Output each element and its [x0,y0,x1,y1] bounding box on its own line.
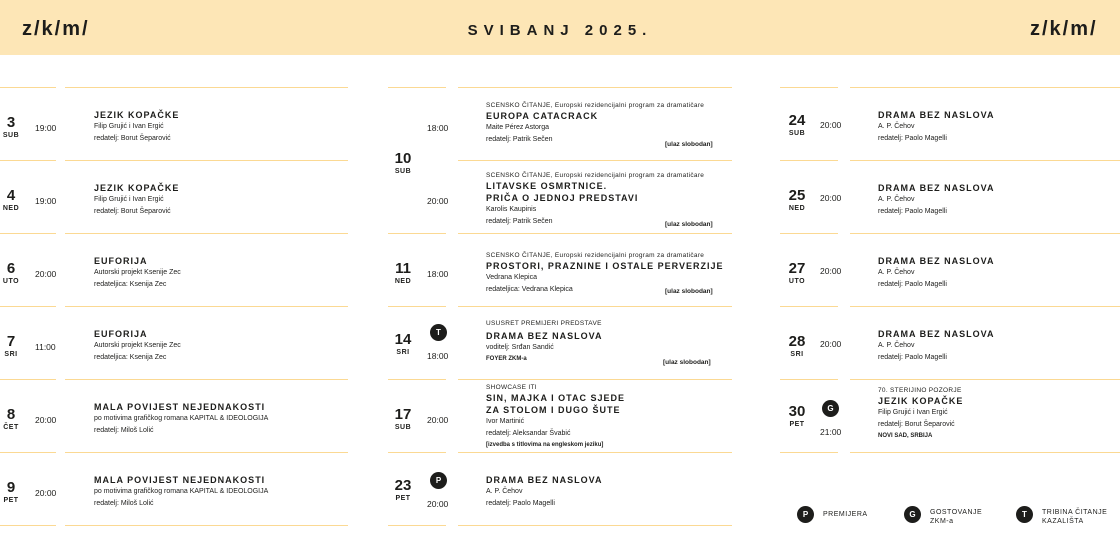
day-number: 10 [394,150,412,167]
event-info [878,255,995,291]
event-author: Karolis Kaupinis [486,206,537,213]
day-name: UTO [2,278,20,285]
day-name: SRI [4,351,18,358]
event-title: JEZIK KOPAČKE [878,396,964,406]
event-director: redatelj: Paolo Magelli [878,135,947,142]
event-info [94,328,181,364]
divider [388,452,446,453]
event-title: DRAMA BEZ NASLOVA [878,183,995,193]
event-date [0,188,22,213]
day-name: PET [3,497,19,504]
event-date [0,407,22,432]
event-date [388,407,418,432]
zkm-logo-left: z/k/m/ [22,18,90,40]
event-time: 20:00 [35,415,57,425]
premiere-badge-icon: P [430,472,447,489]
event-time: 19:00 [35,123,57,133]
event-date [0,480,22,505]
day-name: SUB [788,130,806,137]
divider [850,160,1120,161]
bottom-divider [388,525,732,527]
event-may-11 [388,233,732,306]
divider [65,379,348,380]
divider [0,379,56,380]
divider [780,306,838,307]
event-time: 20:00 [820,339,842,349]
event-author: po motivima grafičkog romana KAPITAL & IDEOLOGIJA [94,415,269,422]
day-number: 24 [788,112,806,129]
divider [850,306,1120,307]
bottom-divider [0,525,348,527]
event-venue: FOYER ZKM-a [486,356,527,362]
event-may-7 [0,306,348,379]
day-number: 17 [394,406,412,423]
category-rest: Europski rezidencijalni program za dramatičare [552,172,705,179]
event-may-17 [388,379,732,452]
event-director: redatelj: Patrik Sečen [486,218,553,225]
legend-label [823,510,868,519]
day-number: 6 [6,260,16,277]
free-entry-note: [ulaz slobodan] [665,221,713,228]
divider [458,306,732,307]
day-name: NED [2,205,20,212]
event-title: JEZIK KOPAČKE [94,183,180,193]
event-author: Vedrana Klepica [486,274,537,281]
event-location: NOVI SAD, SRBIJA [878,433,933,439]
legend-label-line: ZKM-a [930,518,954,525]
day-number: 3 [6,114,16,131]
event-time: 21:00 [820,427,842,437]
event-title: JEZIK KOPAČKE [94,110,180,120]
legend-label-line: KAZALIŠTA [1042,518,1084,525]
event-date [782,404,812,429]
event-time: 20:00 [35,488,57,498]
free-entry-note: [ulaz slobodan] [665,288,713,295]
event-date [782,188,812,213]
event-date [0,261,22,286]
legend-label [1042,508,1107,526]
legend-label-line: GOSTOVANJE [930,509,983,516]
event-host: voditelj: Srđan Sandić [486,344,554,351]
divider [65,160,348,161]
divider [458,525,732,526]
event-may-14 [388,306,732,379]
event-time: 20:00 [427,415,449,425]
event-may-27 [780,233,1120,306]
day-number: 27 [788,260,806,277]
event-title: PROSTORI, PRAZNINE I OSTALE PERVERZIJE [486,261,724,271]
day-number: 14 [394,331,412,348]
event-director: redatelj: Aleksandar Švabić [486,430,571,437]
divider [780,87,838,88]
divider [388,306,446,307]
event-info [486,383,625,450]
event-category [486,251,724,260]
event-may-4 [0,160,348,233]
event-director: redatelj: Miloš Lolić [94,500,154,507]
event-info [486,101,704,146]
legend-label [930,508,982,526]
subtitle-note: [izvedba s titlovima na engleskom jeziku] [486,442,604,448]
divider [388,379,446,380]
free-entry-note: [ulaz slobodan] [663,359,711,366]
event-info [94,401,268,437]
day-name: NED [394,278,412,285]
event-may-6 [0,233,348,306]
divider [65,87,348,88]
divider [0,160,56,161]
day-number: 8 [6,406,16,423]
header-banner [0,0,1120,55]
divider [65,233,348,234]
event-info [94,255,181,291]
divider [388,87,446,88]
event-may-30 [780,379,1120,452]
event-may-10-a [388,87,732,160]
event-info [486,474,603,510]
event-title: SIN, MAJKA I OTAC SJEDE [486,393,626,403]
divider [850,452,1120,453]
event-director: redatelj: Borut Šeparović [878,421,955,428]
event-may-23 [388,452,732,525]
event-director: redateljica: Ksenija Zec [94,354,167,361]
event-author: A. P. Čehov [878,123,915,130]
divider [458,233,732,234]
legend-label-line: PREMIJERA [823,511,868,518]
event-info [94,474,268,510]
event-title: MALA POVIJEST NEJEDNAKOSTI [94,475,266,485]
event-time: 18:00 [427,351,449,361]
divider [388,233,446,234]
event-category: SHOWCASE ITI [486,384,537,391]
divider [0,525,56,526]
event-date [782,261,812,286]
day-number: 11 [395,260,411,277]
event-title: PRIČA O JEDNOJ PREDSTAVI [486,193,639,203]
day-number: 28 [788,333,806,350]
event-director: redatelj: Paolo Magelli [486,500,555,507]
day-number: 4 [6,187,16,204]
legend-label-line: TRIBINA ČITANJE [1042,509,1108,516]
divider [780,233,838,234]
event-date [388,478,418,503]
event-director: redateljica: Ksenija Zec [94,281,167,288]
day-number: 9 [6,479,16,496]
event-time: 20:00 [35,269,57,279]
event-category: USUSRET PREMIJERI PREDSTAVE [486,320,602,327]
divider [0,233,56,234]
event-may-9 [0,452,348,525]
guest-badge-icon: G [904,506,921,523]
event-time: 20:00 [820,120,842,130]
event-info [878,386,963,441]
event-author: Filip Grujić i Ivan Ergić [878,409,948,416]
event-title: EUFORIJA [94,256,148,266]
event-category [486,171,704,180]
event-info [878,182,995,218]
event-title: DRAMA BEZ NASLOVA [878,329,995,339]
event-info [878,328,995,364]
event-info [94,109,179,145]
day-name: PET [395,495,411,502]
event-may-8 [0,379,348,452]
event-date [388,332,418,357]
event-title: DRAMA BEZ NASLOVA [878,110,995,120]
divider [850,379,1120,380]
guest-badge-icon: G [822,400,839,417]
event-author: Filip Grujić i Ivan Ergić [94,123,164,130]
event-title: DRAMA BEZ NASLOVA [486,331,603,341]
day-name: SUB [394,168,412,175]
event-time: 19:00 [35,196,57,206]
day-name: NED [788,205,806,212]
divider [65,306,348,307]
event-title: DRAMA BEZ NASLOVA [878,256,995,266]
divider [458,379,732,380]
event-author: A. P. Čehov [486,488,523,495]
event-author: A. P. Čehov [878,196,915,203]
category-caps: SCENSKO ČITANJE, [486,172,553,179]
day-name: SUB [2,132,20,139]
divider [0,452,56,453]
divider [0,87,56,88]
event-may-25 [780,160,1120,233]
event-may-3 [0,87,348,160]
divider [850,87,1120,88]
day-number: 23 [394,477,412,494]
event-author: Ivor Martinić [486,418,525,425]
category-rest: Europski rezidencijalni program za dramatičare [552,102,705,109]
event-title: DRAMA BEZ NASLOVA [486,475,603,485]
divider [0,306,56,307]
category-caps: SCENSKO ČITANJE, [486,102,553,109]
event-title: EUROPA CATACRACK [486,111,599,121]
divider [458,160,732,161]
divider [780,160,838,161]
event-author: Autorski projekt Ksenije Zec [94,342,181,349]
divider [388,525,446,526]
event-time: 20:00 [820,266,842,276]
event-director: redatelj: Borut Šeparović [94,208,171,215]
category-rest: Europski rezidencijalni program za dramatičare [552,252,705,259]
event-author: po motivima grafičkog romana KAPITAL & IDEOLOGIJA [94,488,269,495]
event-info [486,319,603,364]
event-time: 20:00 [427,196,449,206]
divider [780,452,838,453]
event-may-28 [780,306,1120,379]
day-name: SRI [790,351,804,358]
event-date [388,261,418,286]
premiere-badge-icon: P [797,506,814,523]
event-date [0,115,22,140]
event-time: 11:00 [35,342,56,352]
event-date [782,334,812,359]
category-caps: SCENSKO ČITANJE, [486,252,553,259]
event-director: redatelj: Patrik Sečen [486,136,553,143]
event-date [782,113,812,138]
event-director: redatelj: Borut Šeparović [94,135,171,142]
event-date [0,334,22,359]
event-director: redatelj: Paolo Magelli [878,354,947,361]
bottom-divider [780,452,1120,454]
event-may-10-b [388,160,732,233]
day-number: 7 [6,333,16,350]
event-author: Autorski projekt Ksenije Zec [94,269,181,276]
event-director: redatelj: Paolo Magelli [878,208,947,215]
event-info [94,182,179,218]
event-director: redateljica: Vedrana Klepica [486,286,573,293]
day-name: UTO [788,278,806,285]
event-time: 18:00 [427,123,449,133]
tribina-badge-icon: T [430,324,447,341]
free-entry-note: [ulaz slobodan] [665,141,713,148]
divider [780,379,838,380]
day-name: SUB [394,424,412,431]
divider [850,233,1120,234]
month-title: SVIBANJ 2025. [467,22,653,39]
tribina-badge-icon: T [1016,506,1033,523]
event-title: EUFORIJA [94,329,148,339]
event-time: 18:00 [427,269,449,279]
event-author: Maite Pérez Astorga [486,124,550,131]
event-author: Filip Grujić i Ivan Ergić [94,196,164,203]
event-director: redatelj: Paolo Magelli [878,281,947,288]
day-name: ČET [3,424,19,431]
event-category [486,101,704,110]
event-info [878,109,995,145]
event-author: A. P. Čehov [878,342,915,349]
event-time: 20:00 [427,499,449,509]
day-name: SRI [396,349,410,356]
event-title: LITAVSKE OSMRTNICE. [486,181,608,191]
event-director: redatelj: Miloš Lolić [94,427,154,434]
event-title: ZA STOLOM I DUGO ŠUTE [486,405,621,415]
day-name: PET [789,421,805,428]
day-number: 30 [788,403,806,420]
divider [458,452,732,453]
event-title: MALA POVIJEST NEJEDNAKOSTI [94,402,266,412]
event-time: 20:00 [820,193,842,203]
day-number: 25 [788,187,806,204]
divider [458,87,732,88]
event-category: 70. STERIJINO POZORJE [878,387,962,394]
event-info [486,171,704,228]
zkm-logo-right: z/k/m/ [1030,18,1098,40]
event-author: A. P. Čehov [878,269,915,276]
divider [65,452,348,453]
divider [65,525,348,526]
event-may-24 [780,87,1120,160]
